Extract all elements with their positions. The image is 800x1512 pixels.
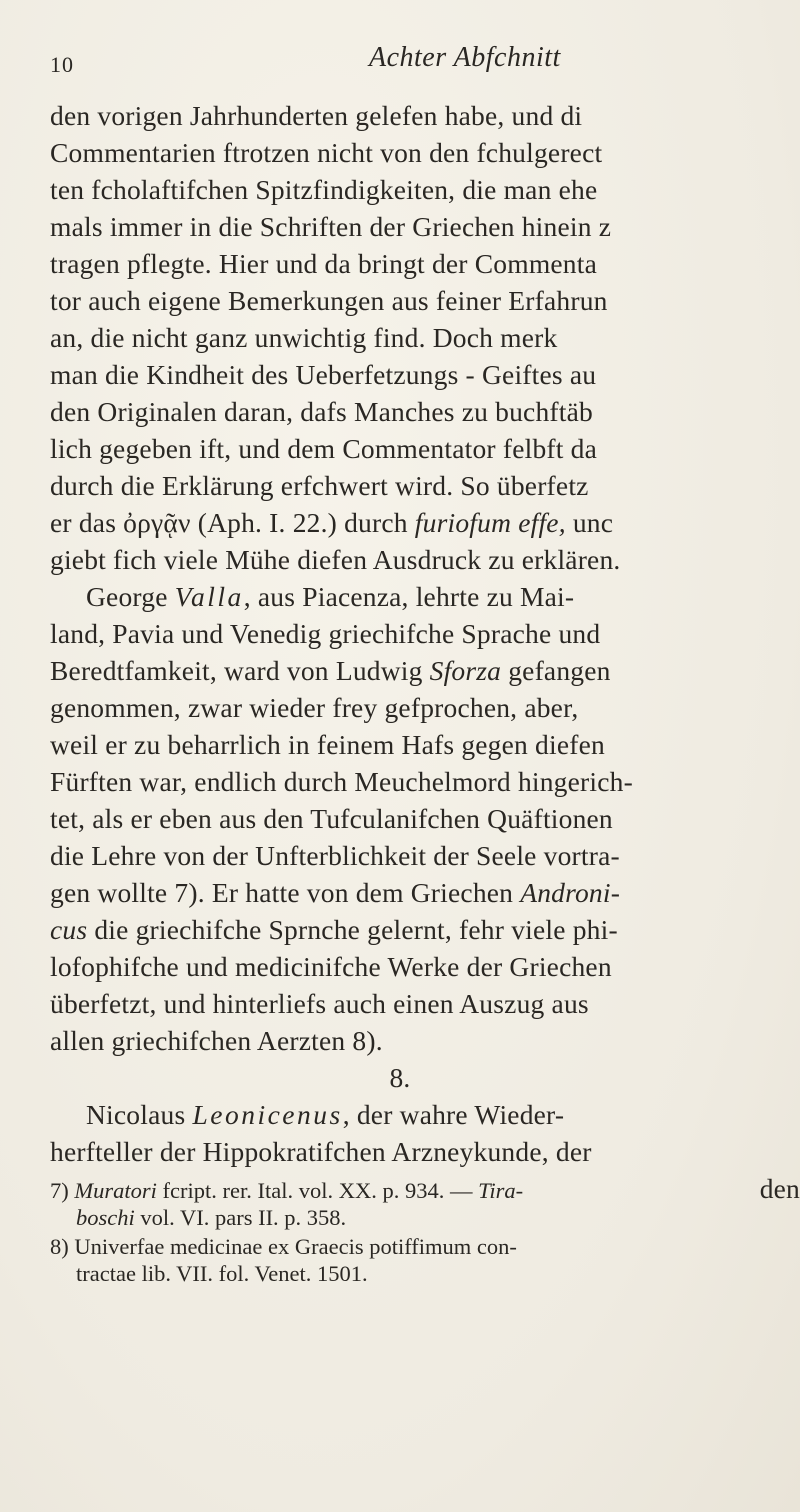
page-header <box>0 38 800 78</box>
footnote-8-continuation: tractae lib. VII. fol. Venet. 1501. <box>76 1261 368 1286</box>
text-line: tragen pflegte. Hier und da bringt der Commenta <box>50 248 598 279</box>
text-line <box>50 875 620 911</box>
text-line: durch die Erklärung erfchwert wird. So überfetz <box>50 470 589 501</box>
italic-spaced-name: Valla <box>174 581 244 612</box>
footnote-7-continuation <box>76 1205 346 1231</box>
catchword: den <box>759 1173 800 1204</box>
text-run: vol. VI. pars II. p. 358. <box>134 1205 347 1230</box>
text-run: Beredtfamkeit, ward von Ludwig <box>50 655 430 686</box>
italic-text: boschi <box>76 1205 135 1230</box>
text-run: Nicolaus <box>86 1099 193 1130</box>
text-run: unc <box>565 507 614 538</box>
text-run: die griechifche Sprnche gelernt, fehr viele phi- <box>87 914 618 945</box>
page-number: 10 <box>50 52 74 77</box>
text-line: lofophifche und medicinifche Werke der Griechen <box>50 951 612 982</box>
italic-spaced-name: Leonicenus <box>192 1099 343 1130</box>
text-line: tet, als er eben aus den Tufculanifchen Quäftionen <box>50 803 613 834</box>
text-line: tor auch eigene Bemerkungen aus feiner Erfahrun <box>50 285 608 316</box>
italic-text: cus <box>50 914 88 945</box>
text-run: er das ὀργᾷν (Aph. I. 22.) durch <box>50 507 415 538</box>
text-run: fcript. rer. Ital. vol. XX. p. 934. — <box>156 1178 479 1203</box>
text-line: lich gegeben ift, und dem Commentator felbft da <box>50 433 598 464</box>
text-line <box>86 579 574 615</box>
section-number: 8. <box>389 1062 411 1093</box>
text-line: giebt fich viele Mühe diefen Ausdruck zu erklären. <box>50 544 621 575</box>
text-line: den vorigen Jahrhunderten gelefen habe, und di <box>50 100 583 131</box>
italic-text: furiofum effe, <box>414 507 566 538</box>
text-line: mals immer in die Schriften der Griechen hinein z <box>50 211 612 242</box>
text-line <box>50 653 611 689</box>
italic-text: Androni- <box>520 877 621 908</box>
text-line: land, Pavia und Venedig griechifche Sprache und <box>50 618 601 649</box>
text-line: ten fcholaftifchen Spitzfindigkeiten, die man ehe <box>50 174 598 205</box>
text-line <box>50 505 613 541</box>
text-line: weil er zu beharrlich in feinem Hafs gegen diefen <box>50 729 605 760</box>
text-line: die Lehre von der Unfterblichkeit der Seele vortra- <box>50 840 620 871</box>
text-line: herfteller der Hippokratifchen Arzneykunde, der <box>50 1136 592 1167</box>
text-line: man die Kindheit des Ueberfetzungs - Geiftes au <box>50 359 597 390</box>
text-line: an, die nicht ganz unwichtig find. Doch merk <box>50 322 558 353</box>
italic-text: Sforza <box>429 655 502 686</box>
text-line: überfetzt, und hinterliefs auch einen Auszug aus <box>50 988 589 1019</box>
running-head: Achter Abfchnitt <box>369 42 561 73</box>
footnote-8: 8) Univerfae medicinae ex Graecis potiffimum con- <box>50 1234 517 1259</box>
text-run: , der wahre Wieder- <box>342 1099 565 1130</box>
text-line: den Originalen daran, dafs Manches zu buchftäb <box>50 396 593 427</box>
text-line: Fürften war, endlich durch Meuchelmord hingerich- <box>50 766 633 797</box>
footnote-7 <box>50 1178 523 1204</box>
italic-text: Muratori <box>74 1178 157 1203</box>
text-line: genommen, zwar wieder frey gefprochen, aber, <box>50 692 579 723</box>
text-run: George <box>86 581 175 612</box>
italic-text: Tira- <box>478 1178 524 1203</box>
text-line <box>86 1097 564 1133</box>
text-run: , aus Piacenza, lehrte zu Mai- <box>243 581 575 612</box>
text-line <box>50 912 618 948</box>
text-run: gefangen <box>501 655 611 686</box>
text-line: allen griechifchen Aerzten 8). <box>50 1025 383 1056</box>
footnote-marker: 7) <box>50 1178 75 1203</box>
text-run: gen wollte 7). Er hatte von dem Griechen <box>50 877 521 908</box>
text-line: Commentarien ftrotzen nicht von den fchulgerect <box>50 137 603 168</box>
